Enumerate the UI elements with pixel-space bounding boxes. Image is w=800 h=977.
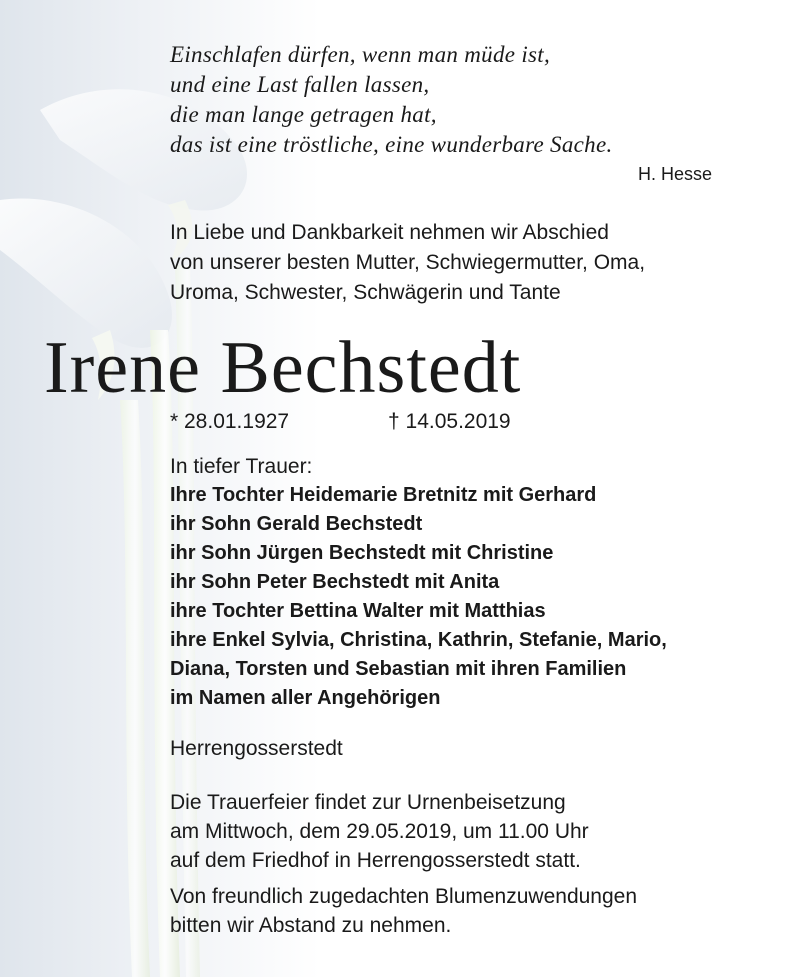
farewell-line: von unserer besten Mutter, Schwiegermutter, Oma, [170, 251, 646, 274]
ceremony-line: auf dem Friedhof in Herrengosserstedt statt. [170, 849, 581, 872]
farewell-line: Uroma, Schwester, Schwägerin und Tante [170, 281, 561, 304]
ceremony-line: am Mittwoch, dem 29.05.2019, um 11.00 Uhr [170, 820, 589, 843]
poem [170, 40, 750, 160]
farewell-text [170, 218, 770, 308]
ceremony-info [170, 788, 770, 875]
mourner-line: im Namen aller Angehörigen [170, 687, 441, 709]
flowers-note [170, 882, 770, 940]
poem-line: die man lange getragen hat, [170, 102, 437, 127]
mourners-intro: In tiefer Trauer: [170, 455, 313, 478]
poem-line: Einschlafen dürfen, wenn man müde ist, [170, 42, 550, 67]
mourner-line: ihre Tochter Bettina Walter mit Matthias [170, 600, 546, 622]
mourner-line: ihr Sohn Gerald Bechstedt [170, 513, 423, 535]
mourner-line: ihr Sohn Jürgen Bechstedt mit Christine [170, 542, 554, 564]
mourners-list [170, 452, 780, 713]
farewell-line: In Liebe und Dankbarkeit nehmen wir Abschied [170, 221, 609, 244]
ceremony-line: Die Trauerfeier findet zur Urnenbeisetzung [170, 791, 566, 814]
flowers-line: Von freundlich zugedachten Blumenzuwendungen [170, 885, 638, 908]
death-date: † 14.05.2019 [388, 410, 511, 433]
mourner-line: Diana, Torsten und Sebastian mit ihren Familien [170, 658, 627, 680]
mourner-line: ihr Sohn Peter Bechstedt mit Anita [170, 571, 500, 593]
poem-author: H. Hesse [637, 164, 712, 184]
poem-line: und eine Last fallen lassen, [170, 72, 430, 97]
deceased-name: Irene Bechstedt [44, 327, 522, 409]
poem-line: das ist eine tröstliche, eine wunderbare Sache. [170, 132, 613, 157]
place-name: Herrengosserstedt [170, 737, 343, 760]
birth-date: * 28.01.1927 [170, 410, 290, 433]
mourner-line: Ihre Tochter Heidemarie Bretnitz mit Gerhard [170, 484, 597, 506]
mourner-line: ihre Enkel Sylvia, Christina, Kathrin, Stefanie, Mario, [170, 629, 667, 651]
flowers-line: bitten wir Abstand zu nehmen. [170, 914, 452, 937]
